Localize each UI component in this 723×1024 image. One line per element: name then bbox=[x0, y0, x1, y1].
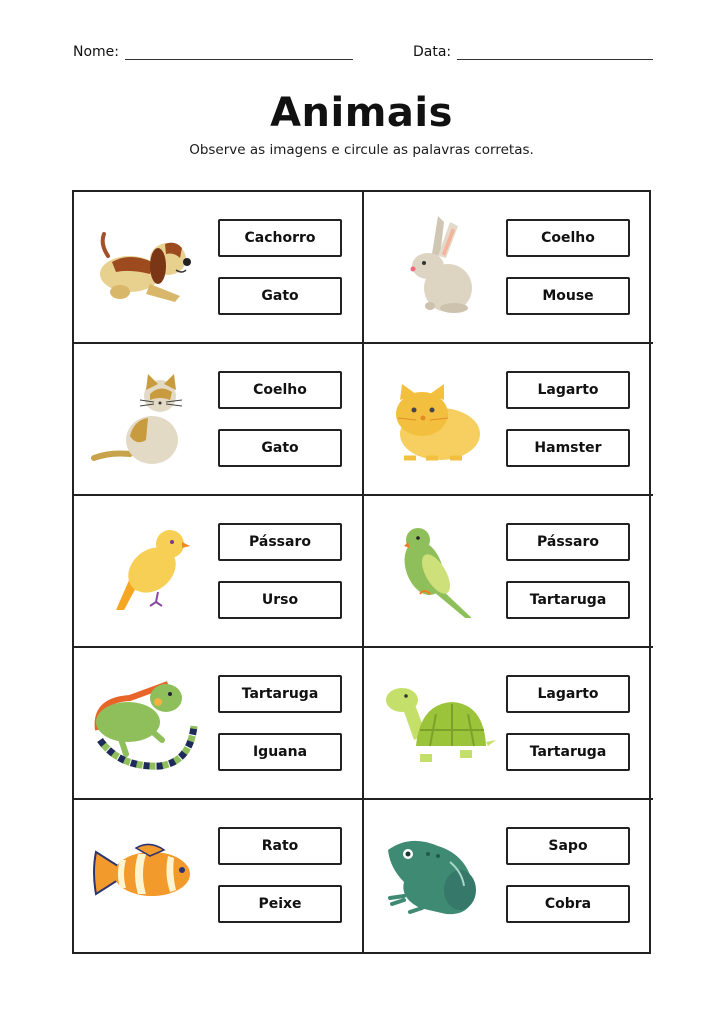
page-title: Animais bbox=[270, 90, 453, 136]
iguana-icon bbox=[90, 670, 210, 770]
exercise-cell bbox=[74, 800, 364, 952]
exercise-cell bbox=[74, 648, 364, 800]
cat-icon bbox=[90, 366, 210, 466]
word-option[interactable]: Lagarto bbox=[506, 675, 630, 713]
instructions: Observe as imagens e circule as palavras corretas. bbox=[189, 142, 534, 158]
word-option[interactable]: Rato bbox=[218, 827, 342, 865]
parakeet-icon bbox=[380, 518, 500, 618]
name-field[interactable] bbox=[73, 44, 353, 60]
exercise-cell bbox=[364, 800, 653, 952]
frog-icon bbox=[380, 822, 500, 922]
exercise-cell bbox=[364, 648, 653, 800]
word-option[interactable]: Lagarto bbox=[506, 371, 630, 409]
canary-bird-icon bbox=[90, 518, 210, 618]
date-input-line[interactable] bbox=[457, 45, 653, 60]
word-option[interactable]: Gato bbox=[218, 429, 342, 467]
word-option[interactable]: Mouse bbox=[506, 277, 630, 315]
name-input-line[interactable] bbox=[125, 45, 353, 60]
word-option[interactable]: Iguana bbox=[218, 733, 342, 771]
word-option[interactable]: Urso bbox=[218, 581, 342, 619]
exercise-cell bbox=[364, 496, 653, 648]
word-option[interactable]: Tartaruga bbox=[218, 675, 342, 713]
word-option[interactable]: Pássaro bbox=[218, 523, 342, 561]
word-option[interactable]: Tartaruga bbox=[506, 733, 630, 771]
hamster-icon bbox=[380, 366, 500, 466]
word-option[interactable]: Cobra bbox=[506, 885, 630, 923]
date-field[interactable] bbox=[413, 44, 653, 60]
word-option[interactable]: Cachorro bbox=[218, 219, 342, 257]
word-option[interactable]: Coelho bbox=[218, 371, 342, 409]
exercise-cell bbox=[74, 496, 364, 648]
turtle-icon bbox=[380, 670, 500, 770]
clownfish-icon bbox=[90, 822, 210, 922]
rabbit-icon bbox=[380, 214, 500, 314]
word-option[interactable]: Gato bbox=[218, 277, 342, 315]
exercise-grid bbox=[72, 190, 651, 954]
exercise-cell bbox=[74, 344, 364, 496]
name-label: Nome: bbox=[73, 44, 120, 60]
exercise-cell bbox=[74, 192, 364, 344]
word-option[interactable]: Hamster bbox=[506, 429, 630, 467]
word-option[interactable]: Coelho bbox=[506, 219, 630, 257]
date-label: Data: bbox=[413, 44, 452, 60]
word-option[interactable]: Sapo bbox=[506, 827, 630, 865]
dog-icon bbox=[90, 214, 210, 314]
word-option[interactable]: Tartaruga bbox=[506, 581, 630, 619]
exercise-cell bbox=[364, 192, 653, 344]
word-option[interactable]: Pássaro bbox=[506, 523, 630, 561]
word-option[interactable]: Peixe bbox=[218, 885, 342, 923]
exercise-cell bbox=[364, 344, 653, 496]
